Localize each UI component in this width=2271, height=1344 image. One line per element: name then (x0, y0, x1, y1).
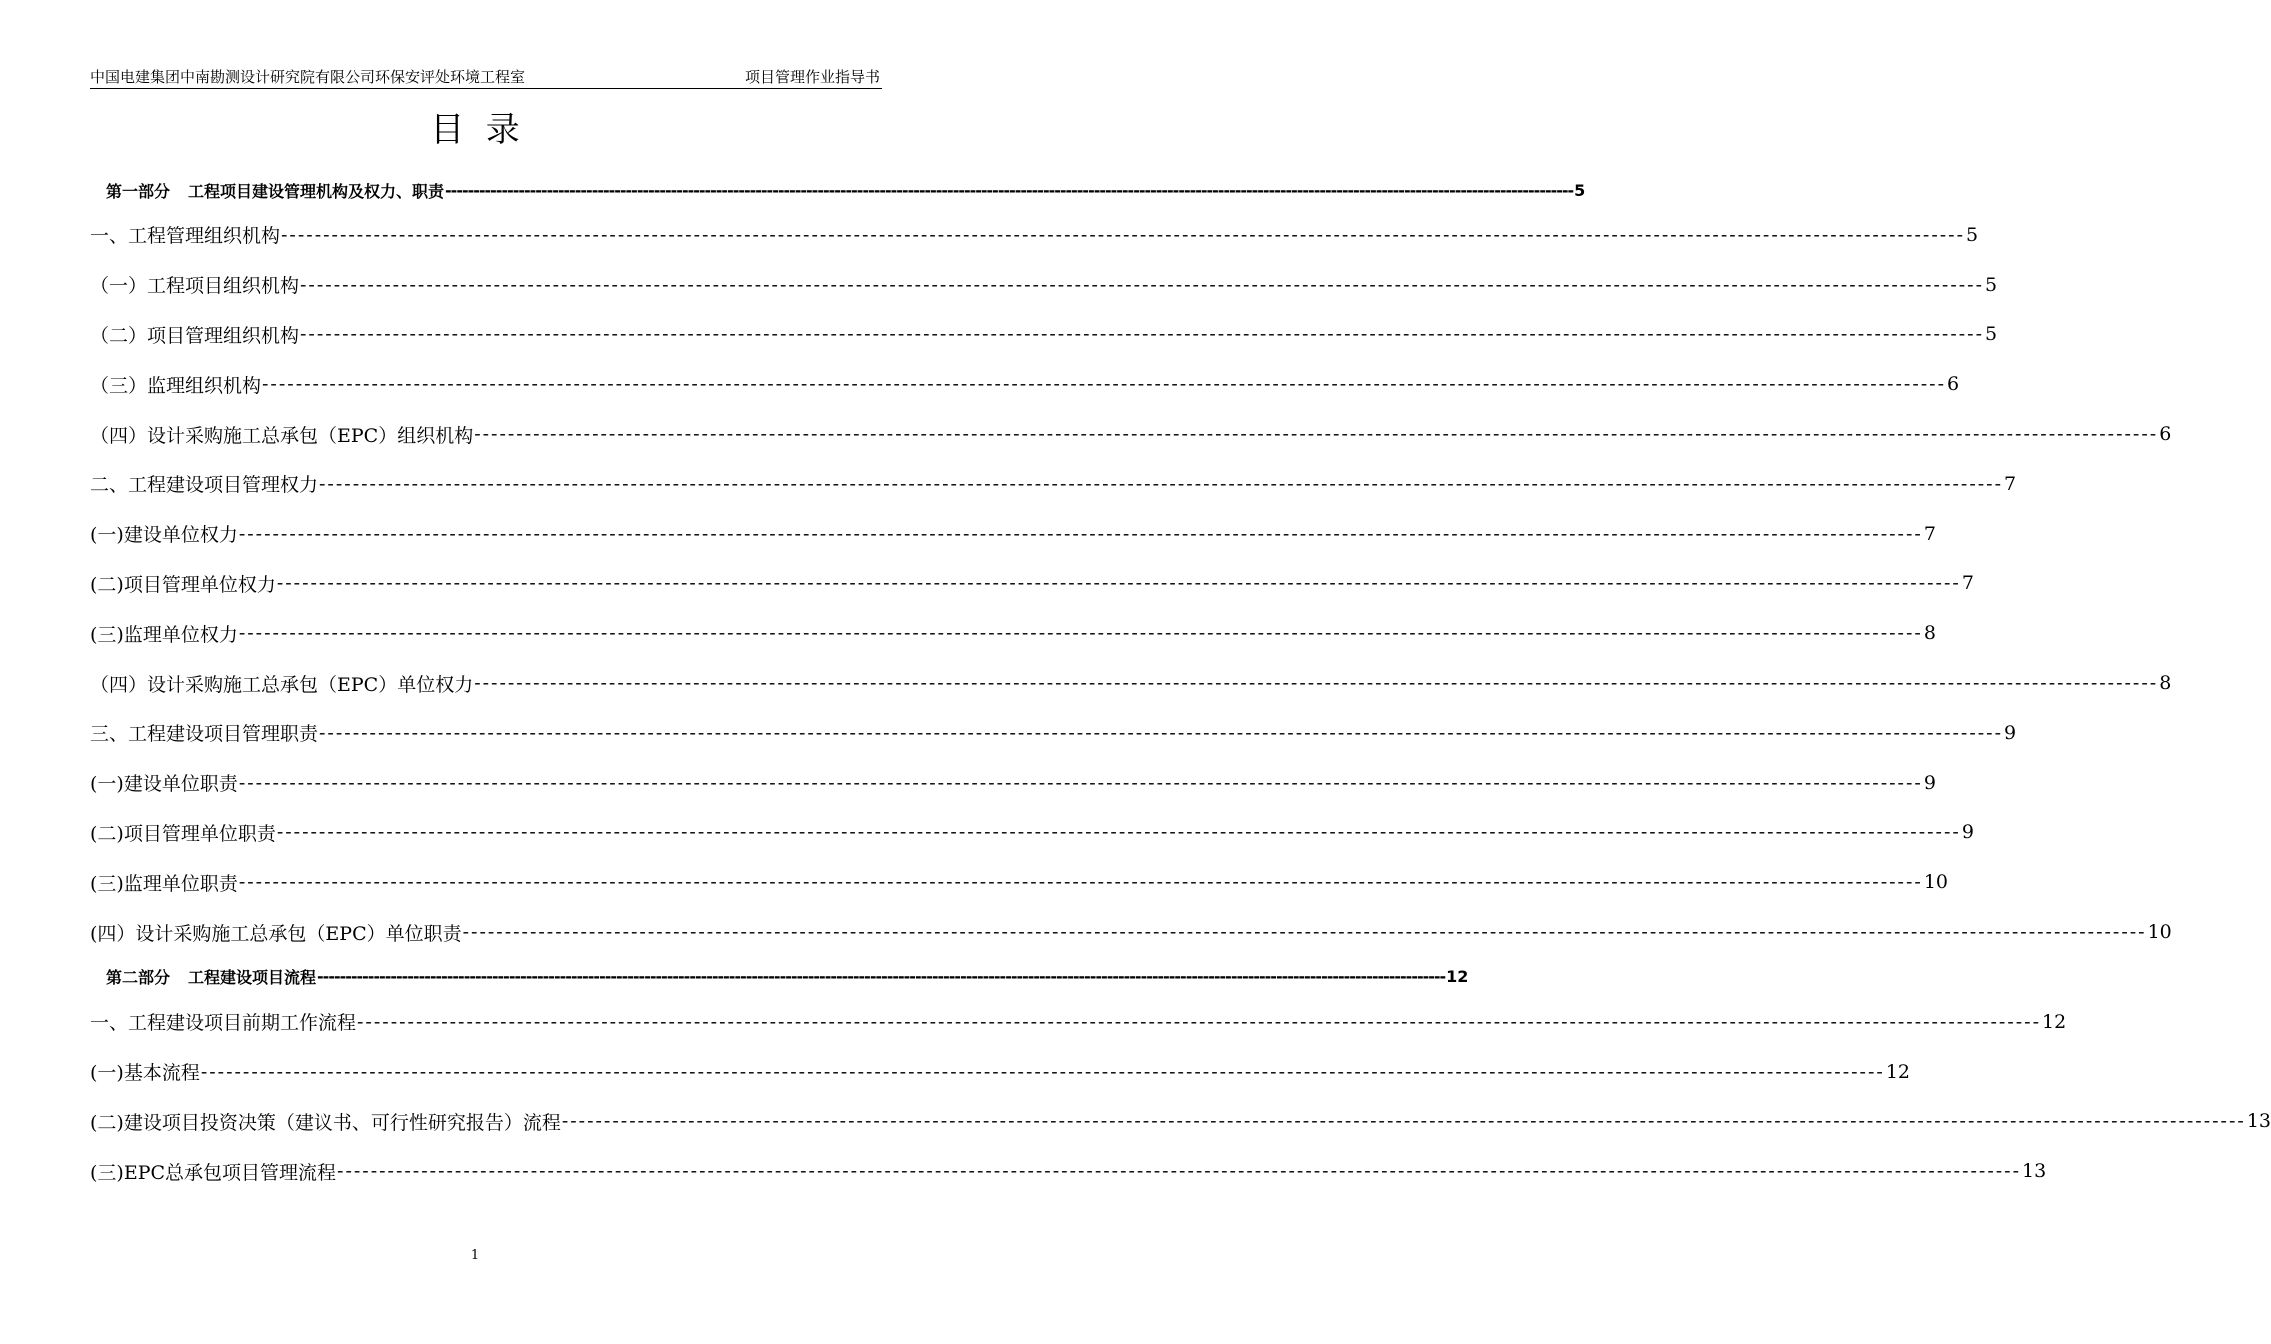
toc-page-number: 9 (2004, 721, 2017, 744)
toc-title-text: 目 录 (430, 110, 520, 150)
toc-entry-row[interactable] (90, 907, 2172, 957)
toc-entry-row[interactable] (90, 758, 1936, 808)
toc-entry-label: 一、工程管理组织机构 (90, 225, 281, 248)
page-number: 1 (470, 1248, 480, 1263)
toc-dot-leader: -------------------------------------------------------------------------------------------------------------------------------------------------------------------------------------------------------- (300, 273, 1984, 296)
header-organization: 中国电建集团中南勘测设计研究院有限公司环保安评处环境工程室 (90, 68, 526, 86)
toc-dot-leader: -------------------------------------------------------------------------------------------------------------------------------------------------------------------------------------------------------- (238, 771, 1923, 794)
toc-dot-leader: -------------------------------------------------------------------------------------------------------------------------------------------------------------------------------------------------------- (200, 1060, 1885, 1083)
toc-entry-row[interactable] (90, 1097, 2271, 1147)
toc-entry-label (106, 179, 444, 202)
toc-dot-leader: -------------------------------------------------------------------------------------------------------------------------------------------------------------------------------------------------------- (319, 721, 2003, 744)
toc-entry-label: 三、工程建设项目管理职责 (90, 723, 319, 746)
toc-entry-label (106, 965, 316, 988)
toc-dot-leader: -------------------------------------------------------------------------------------------------------------------------------------------------------------------------------------------------------- (300, 323, 1984, 346)
toc-page-number: 10 (1923, 871, 1948, 894)
header-document-title: 项目管理作业指导书 (744, 68, 880, 86)
toc-entry-row[interactable] (90, 359, 1960, 409)
toc-part-row[interactable] (90, 170, 1586, 210)
toc-entry-label: 二、工程建设项目管理权力 (90, 474, 319, 497)
toc-dot-leader: -------------------------------------------------------------------------------------------------------------------------------------------------------------------------------------------------------- (561, 1110, 2246, 1133)
toc-page-number: 7 (1961, 572, 1974, 595)
toc-entry-row[interactable] (90, 559, 1974, 609)
toc-dot-leader: -------------------------------------------------------------------------------------------------------------------------------------------------------------------------------------------------------- (357, 1010, 2041, 1033)
toc-entry-label: (一)建设单位权力 (90, 524, 238, 547)
toc-entry-row[interactable] (90, 1146, 2047, 1196)
toc-page-number: 8 (2159, 672, 2172, 695)
toc-entry-row[interactable] (90, 509, 1936, 559)
toc-entry-row[interactable] (90, 608, 1936, 658)
toc-part-title: 工程建设项目流程 (188, 968, 317, 988)
toc-dot-leader: -------------------------------------------------------------------------------------------------------------------------------------------------------------------------------------------------------- (317, 967, 1446, 987)
toc-page-number: 9 (1923, 771, 1936, 794)
toc-dot-leader: -------------------------------------------------------------------------------------------------------------------------------------------------------------------------------------------------------- (319, 472, 2003, 495)
toc-entry-label: (三)监理单位职责 (90, 872, 238, 895)
toc-page-number: 7 (1923, 522, 1936, 545)
toc-title (0, 102, 950, 151)
toc-entry-row[interactable] (90, 310, 1998, 360)
toc-entry-label: (二)项目管理单位权力 (90, 573, 276, 596)
toc-page-number: 6 (1947, 373, 1960, 396)
toc-dot-leader: -------------------------------------------------------------------------------------------------------------------------------------------------------------------------------------------------------- (238, 871, 1923, 894)
toc-dot-leader: -------------------------------------------------------------------------------------------------------------------------------------------------------------------------------------------------------- (462, 921, 2147, 944)
toc-part-title: 工程项目建设管理机构及权力、职责 (188, 181, 445, 201)
toc-dot-leader: -------------------------------------------------------------------------------------------------------------------------------------------------------------------------------------------------------- (238, 622, 1923, 645)
toc-entry-row[interactable] (90, 997, 2067, 1047)
toc-entry-label: (一)基本流程 (90, 1062, 200, 1085)
toc-entry-label: (二)项目管理单位职责 (90, 822, 276, 845)
toc-entry-row[interactable] (90, 260, 1998, 310)
toc-entry-label: （一）工程项目组织机构 (90, 275, 300, 298)
toc-entry-label: (三)EPC总承包项目管理流程 (90, 1161, 337, 1184)
toc-page-number: 5 (1574, 180, 1586, 200)
toc-entry-label: （三）监理组织机构 (90, 374, 262, 397)
toc-entry-row[interactable] (90, 857, 1948, 907)
toc-entry-label: 一、工程建设项目前期工作流程 (90, 1012, 357, 1035)
toc-entry-row[interactable] (90, 808, 1974, 858)
toc-page-number: 7 (2004, 472, 2017, 495)
toc-part-number: 第一部分 (106, 181, 171, 201)
toc-entry-label: (一)建设单位职责 (90, 773, 238, 796)
table-of-contents (90, 170, 2271, 1196)
toc-entry-label: （二）项目管理组织机构 (90, 324, 300, 347)
toc-part-row[interactable] (90, 957, 1469, 997)
toc-page-number: 12 (1446, 967, 1469, 987)
toc-entry-label: (二)建设项目投资决策（建议书、可行性研究报告）流程 (90, 1111, 561, 1134)
toc-dot-leader: -------------------------------------------------------------------------------------------------------------------------------------------------------------------------------------------------------- (238, 522, 1923, 545)
page-footer (0, 1248, 950, 1263)
toc-dot-leader: -------------------------------------------------------------------------------------------------------------------------------------------------------------------------------------------------------- (276, 572, 1961, 595)
toc-entry-row[interactable] (90, 658, 2172, 708)
toc-page-number: 10 (2147, 921, 2172, 944)
toc-page-number: 12 (1885, 1060, 1910, 1083)
toc-dot-leader: -------------------------------------------------------------------------------------------------------------------------------------------------------------------------------------------------------- (281, 223, 1965, 246)
toc-dot-leader: -------------------------------------------------------------------------------------------------------------------------------------------------------------------------------------------------------- (262, 373, 1946, 396)
toc-page-number: 5 (1985, 323, 1998, 346)
toc-part-number: 第二部分 (106, 968, 171, 988)
toc-entry-row[interactable] (90, 409, 2172, 459)
toc-entry-label: (四）设计采购施工总承包（EPC）单位职责 (90, 922, 462, 945)
toc-dot-leader: -------------------------------------------------------------------------------------------------------------------------------------------------------------------------------------------------------- (337, 1160, 2022, 1183)
toc-entry-label: (三)监理单位权力 (90, 623, 238, 646)
toc-entry-label: （四）设计采购施工总承包（EPC）组织机构 (90, 424, 474, 447)
page-header (90, 66, 882, 89)
toc-page-number: 5 (1966, 223, 1979, 246)
toc-page-number: 5 (1985, 273, 1998, 296)
toc-entry-row[interactable] (90, 210, 1979, 260)
toc-page-number: 13 (2246, 1110, 2271, 1133)
toc-page-number: 13 (2022, 1160, 2047, 1183)
toc-entry-row[interactable] (90, 708, 2017, 758)
toc-dot-leader: -------------------------------------------------------------------------------------------------------------------------------------------------------------------------------------------------------- (445, 180, 1574, 200)
toc-entry-label: （四）设计采购施工总承包（EPC）单位权力 (90, 673, 474, 696)
toc-entry-row[interactable] (90, 1047, 1910, 1097)
toc-dot-leader: -------------------------------------------------------------------------------------------------------------------------------------------------------------------------------------------------------- (474, 672, 2159, 695)
toc-page-number: 6 (2159, 423, 2172, 446)
toc-page-number: 8 (1923, 622, 1936, 645)
toc-page-number: 9 (1961, 821, 1974, 844)
toc-dot-leader: -------------------------------------------------------------------------------------------------------------------------------------------------------------------------------------------------------- (276, 821, 1961, 844)
toc-page-number: 12 (2042, 1010, 2067, 1033)
toc-dot-leader: -------------------------------------------------------------------------------------------------------------------------------------------------------------------------------------------------------- (474, 423, 2159, 446)
toc-entry-row[interactable] (90, 459, 2017, 509)
